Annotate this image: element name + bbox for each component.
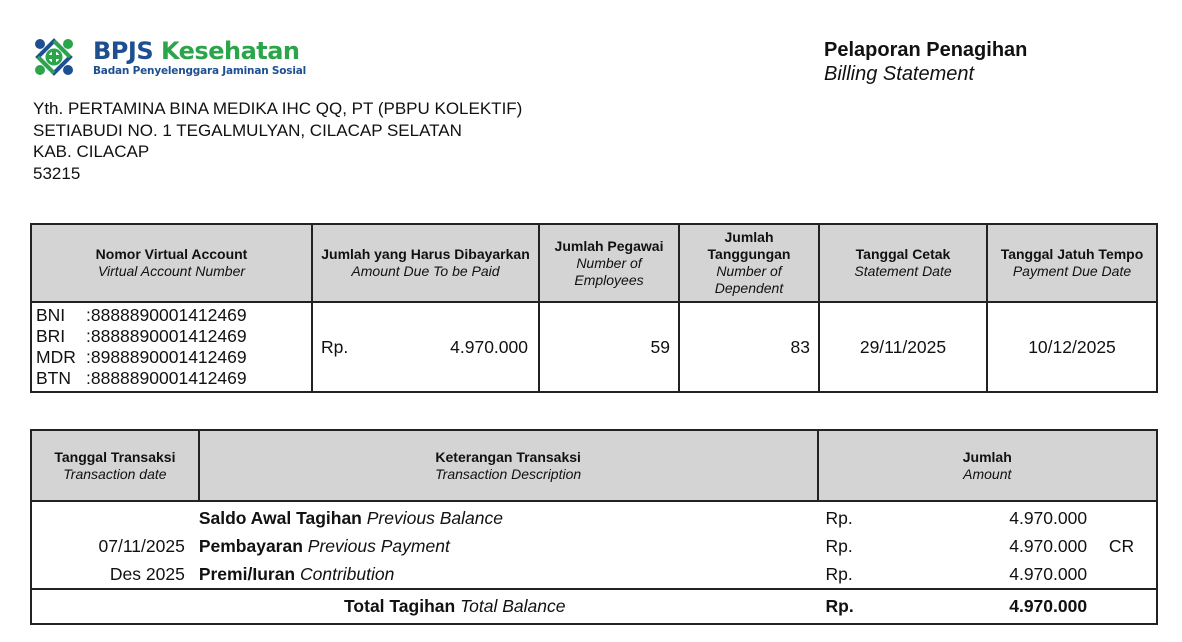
col-virtual-account: Nomor Virtual Account Virtual Account Number: [31, 224, 312, 302]
credit-flag: CR: [1108, 535, 1135, 556]
recipient-postal-code: 53215: [33, 163, 81, 183]
dependents-value: 83: [679, 302, 819, 392]
bpjs-logo-icon: [33, 36, 75, 78]
col-amount: Jumlah Amount: [818, 430, 1158, 501]
title-english: Billing Statement: [824, 63, 975, 85]
virtual-account-list: [31, 302, 312, 392]
recipient-name: Yth. PERTAMINA BINA MEDIKA IHC QQ, PT (PBPU KOLEKTIF): [33, 99, 523, 118]
document-title: [824, 38, 1027, 86]
va-btn: BTN :8888890001412469: [36, 368, 247, 388]
col-employees: Jumlah Pegawai Number of Employees: [539, 224, 679, 302]
transaction-row: Des 2025 Premi/Iuran Contribution Rp. 4.970.000: [109, 563, 1088, 584]
transactions-table: [30, 429, 1158, 625]
employees-value: 59: [539, 302, 679, 392]
va-mdr: MDR :8988890001412469: [36, 347, 247, 367]
transaction-row: 07/11/2025 Pembayaran Previous Payment Rp. 4.970.000 CR: [31, 532, 1157, 560]
billing-summary-table: [30, 223, 1158, 393]
summary-header-row: [31, 224, 1157, 302]
col-amount-due: Jumlah yang Harus Dibayarkan Amount Due To be Paid: [312, 224, 539, 302]
va-bni: BNI :8888890001412469: [36, 305, 247, 325]
recipient-address: [33, 98, 522, 184]
total-label: Total Tagihan Total Balance: [31, 589, 818, 624]
col-transaction-description: Keterangan Transaksi Transaction Description: [199, 430, 818, 501]
due-date-value: 10/12/2025: [987, 302, 1157, 392]
title-indonesian: Pelaporan Penagihan: [824, 39, 1028, 61]
statement-date-value: 29/11/2025: [819, 302, 987, 392]
total-amount: 4.970.000: [937, 589, 1087, 624]
transactions-header-row: [31, 430, 1157, 501]
col-due-date: Tanggal Jatuh Tempo Payment Due Date: [987, 224, 1157, 302]
total-row: Total Tagihan Total Balance Rp. 4.970.000: [31, 589, 1157, 624]
brand-tagline: Badan Penyelenggara Jaminan Sosial: [93, 64, 307, 77]
col-statement-date: Tanggal Cetak Statement Date: [819, 224, 987, 302]
amount-due-cell: Rp. 4.970.000: [312, 302, 539, 392]
bpjs-logo: [33, 36, 306, 78]
amount-due-value: 4.970.000: [450, 336, 528, 357]
transaction-row: Saldo Awal Tagihan Previous Balance Rp. 4.970.000: [198, 507, 1088, 528]
summary-data-row: [31, 302, 1157, 392]
recipient-city: KAB. CILACAP: [33, 142, 150, 161]
brand-name: BPJS Kesehatan: [93, 36, 300, 65]
recipient-street: SETIABUDI NO. 1 TEGALMULYAN, CILACAP SELATAN: [33, 120, 462, 140]
va-bri: BRI :8888890001412469: [36, 326, 247, 346]
col-dependents: Jumlah Tanggungan Number of Dependent: [679, 224, 819, 302]
col-transaction-date: Tanggal Transaksi Transaction date: [31, 430, 199, 501]
